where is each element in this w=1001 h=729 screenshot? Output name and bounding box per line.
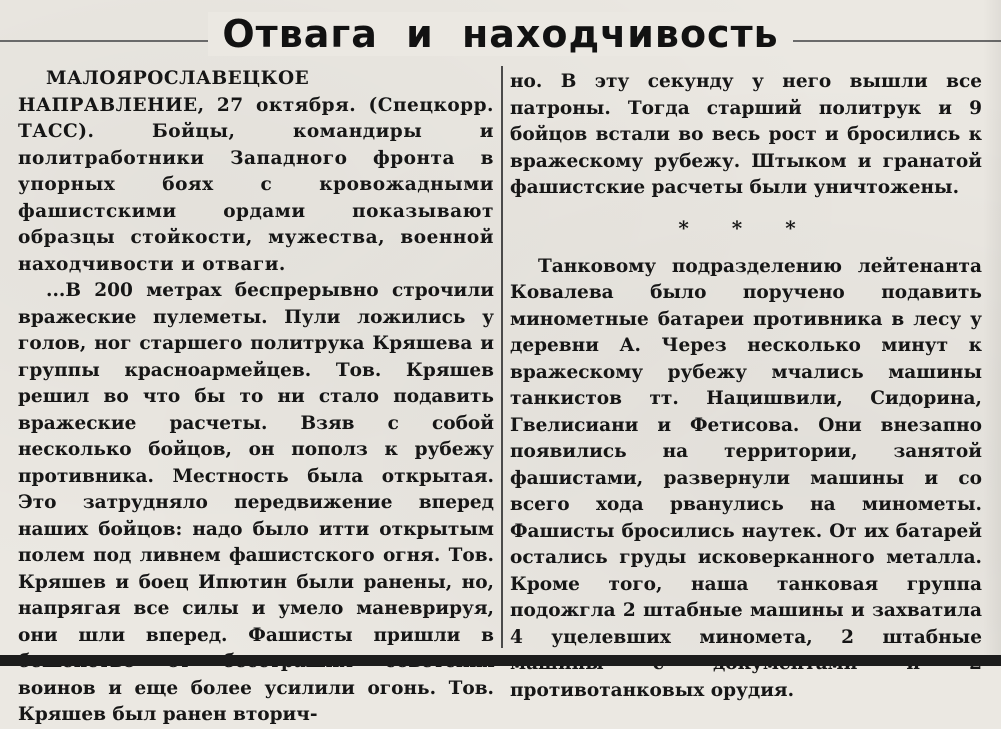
headline — [0, 6, 1001, 62]
lead-paragraph: МАЛОЯРОСЛАВЕЦКОЕ НАПРАВЛЕНИЕ, 27 октября. (Спецкорр. ТАСС). Бойцы, командиры и политработники Западного фронта в упорных боях с кровожадными фашистскими ордами показывают образцы стойкости, мужества, военной находчивости и отваги. — [18, 68, 494, 275]
body-paragraph-tanks: Танковому подразделению лейтенанта Ковалева было поручено подавить минометные батареи противника в лесу у деревни А. Через несколько минут к вражескому рубежу мчались машины танкистов тт. Нацишвили, Сидорина, Гвелисиани и Фетисова. Они внезапно появились на территории, занятой фашистами, развернули машины и со всего хода рванулись на минометы. Фашисты бросились наутек. От их батарей остались груды исковерканного металла. Кроме того, наша танковая группа подожгла 2 штабные машины и захватила 4 уцелевших миномета, 2 штабные противотанковых орудия. — [510, 255, 982, 701]
left-column — [18, 66, 494, 729]
continued-paragraph: но. В эту секунду у него вышли все патроны. Тогда старший политрук и 9 бойцов встали во весь рост и бросились к вражескому рубежу. Штыком и гранатой фашистские расчеты были уничтожены. — [510, 71, 982, 198]
body-paragraph-kryashev: ...В 200 метрах беспрерывно строчили вражеские пулеметы. Пули ложились у голов, ног старшего политрука Кряшева и группы красноармейцев. Тов. Кряшев решил во что бы то ни стало подавить вражеские расчеты. Взяв с собой несколько бойцов, он пополз к рубежу противника. Местность была открытая. Это затрудняло передвижение вперед наших бойцов: надо было итти открытым полем под ливнем фашистского огня. Тов. Кряшев и боец Ипютин были ранены, но, напрягая все силы и умело маневрируя, они шли вперед. Фашисты пришли в воинов и еще более усилили огонь. Тов. Кряшев был ранен вторич- — [18, 280, 494, 725]
headline-text: Отвага и находчивость — [208, 12, 792, 56]
column-divider — [501, 66, 503, 648]
right-column — [510, 69, 982, 704]
section-separator: * * * — [678, 215, 814, 240]
bottom-rule — [0, 655, 1001, 666]
page-edge-shading — [983, 0, 1001, 666]
